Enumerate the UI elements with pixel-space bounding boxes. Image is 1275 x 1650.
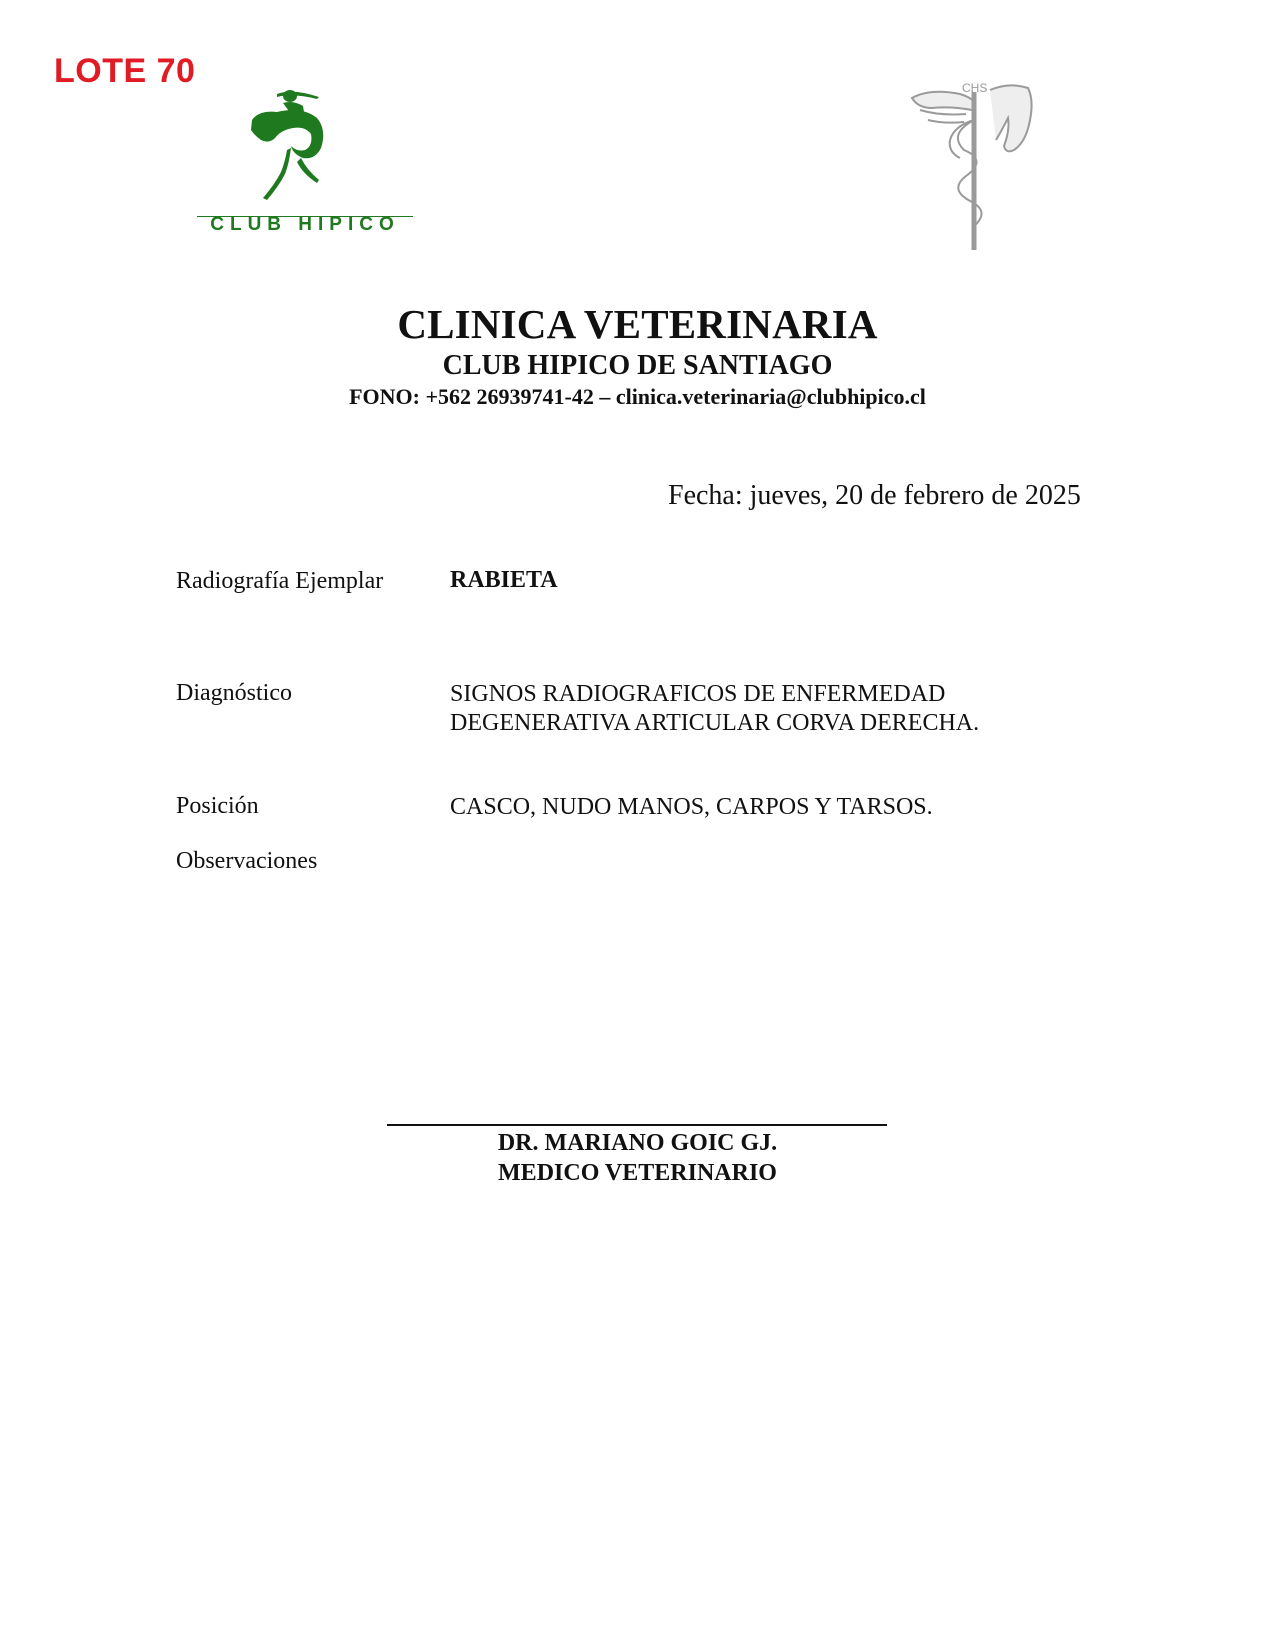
diagnostico-value-line2: DEGENERATIVA ARTICULAR CORVA DERECHA. <box>450 710 980 736</box>
ejemplar-label: Radiografía Ejemplar <box>176 568 384 594</box>
lote-label: LOTE 70 <box>54 52 196 90</box>
diagnostico-value-line1: SIGNOS RADIOGRAFICOS DE ENFERMEDAD <box>450 681 946 707</box>
observaciones-label: Observaciones <box>176 848 318 874</box>
club-hipico-logo-text: CLUB HIPICO <box>210 214 400 235</box>
chs-logo-text: CHS <box>962 81 988 95</box>
ejemplar-value: RABIETA <box>450 567 558 593</box>
posicion-value: CASCO, NUDO MANOS, CARPOS Y TARSOS. <box>450 794 933 820</box>
diagnostico-label: Diagnóstico <box>176 680 292 706</box>
club-hipico-logo <box>195 88 415 248</box>
signature-title: MEDICO VETERINARIO <box>498 1160 777 1186</box>
veterinary-caduceus-horse-icon <box>910 80 1050 260</box>
clinic-title: CLINICA VETERINARIA <box>397 301 878 347</box>
posicion-label: Posición <box>176 793 259 819</box>
contact-line: FONO: +562 26939741-42 – clinica.veterinaria@clubhipico.cl <box>349 384 926 409</box>
signature-name: DR. MARIANO GOIC GJ. <box>497 1130 778 1156</box>
club-subtitle: CLUB HIPICO DE SANTIAGO <box>442 350 833 381</box>
date-line: Fecha: jueves, 20 de febrero de 2025 <box>668 480 1081 511</box>
veterinary-logo <box>910 80 1050 260</box>
club-hipico-horse-rider-icon <box>247 88 337 208</box>
signature-line <box>387 1124 887 1126</box>
